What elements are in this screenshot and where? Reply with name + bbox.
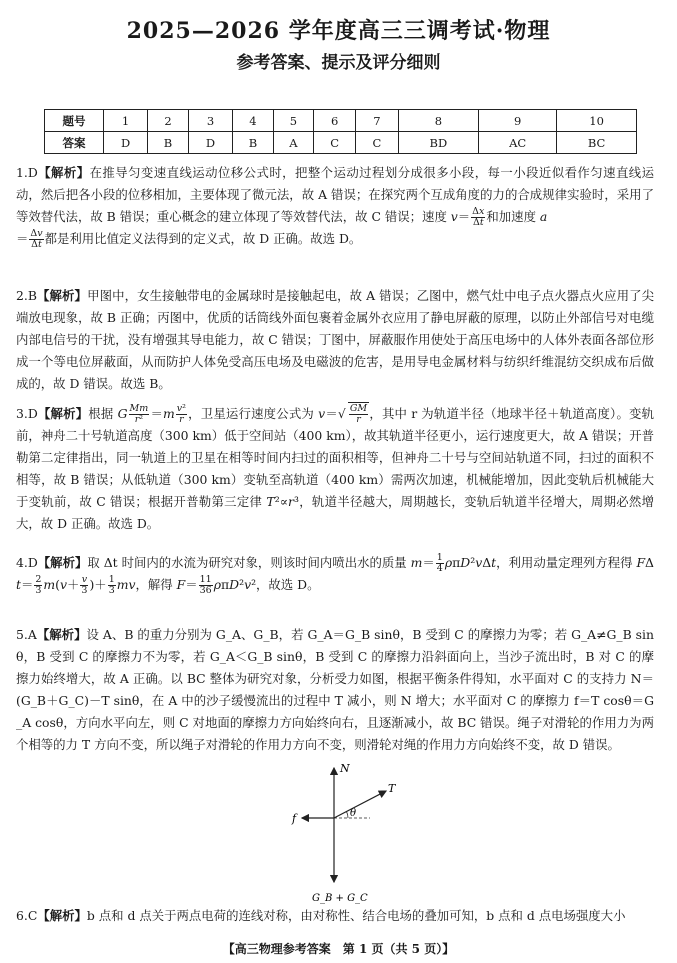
q3-head: 3.D bbox=[16, 406, 38, 421]
tension-force-arrow bbox=[334, 791, 386, 818]
label-theta: θ bbox=[350, 808, 357, 819]
question-number-cell: 9 bbox=[479, 110, 557, 132]
q3-text-2: ，卫星运行速度公式为 bbox=[187, 406, 319, 421]
q5-explanation bbox=[16, 624, 654, 756]
q3-gravity-fraction: $\frac{Mm}{\text{r²}}$ bbox=[129, 403, 149, 425]
answer-cell: AC bbox=[479, 132, 557, 154]
q4-one-third-fraction: $\frac{1}{3}$ bbox=[108, 574, 115, 596]
q1-head: 1.D bbox=[16, 165, 38, 180]
label-tension: T bbox=[388, 782, 396, 795]
question-number-cell: 7 bbox=[356, 110, 398, 132]
label-weight: G_B + G_C bbox=[312, 893, 368, 904]
page-subtitle: 参考答案、提示及评分细则 bbox=[236, 53, 441, 73]
q3-tag: 【解析】 bbox=[37, 406, 89, 421]
q4-text-2: ，利用动量定理列方程得 bbox=[496, 555, 637, 570]
q1-text-3: 都是利用比值定义法得到的定义式，故 D 正确。故选 D。 bbox=[44, 231, 362, 246]
answer-table bbox=[44, 109, 637, 154]
q4-quarter-fraction: $\frac{1}{4}$ bbox=[436, 552, 443, 574]
answer-table-number-row bbox=[45, 110, 637, 132]
q3-speed-fraction: $\frac{GM}{r}$ bbox=[349, 403, 368, 425]
q6-tag: 【解析】 bbox=[37, 908, 87, 923]
answer-cell: C bbox=[356, 132, 398, 154]
question-number-cell: 3 bbox=[188, 110, 232, 132]
q1-explanation: 1.D【解析】在推导匀变速直线运动位移公式时，把整个运动过程划分成很多小段，每一小段近似看作匀速直线运动，然后把各小段的位移相加，主要体现了微元法，故 A 错误；在探究两个互成角度的力的合成规律实验时，采用了等效替代法，故 B 错误；重心概念的建立体现了等效替代法，故 C 错误；速度 v＝ $\frac{\Delta x}{\Delta t}$ 和加速度 a ＝ $\frac{\Delta v}{\Delta t}$ 都是利用比值定义法得到的定义式，故 D 正确。故选 D。 bbox=[16, 165, 655, 250]
answer-cell: B bbox=[233, 132, 274, 154]
row-label-answer: 答案 bbox=[45, 132, 104, 154]
q5-head: 5.A bbox=[16, 627, 37, 642]
q4-text-1: 取 Δt 时间内的水流为研究对象，则该时间内喷出水的质量 bbox=[87, 555, 411, 570]
q4-tag: 【解析】 bbox=[37, 555, 88, 570]
q5-text: 设 A、B 的重力分别为 G_A、G_B，若 G_A＝G_B sinθ，B 受到 C 的摩擦力为零；若 G_A≠G_B sinθ，B 受到 C 的摩擦力不为零，若 G_A＜G_B sinθ，B 受到 C 的摩擦力沿斜面向上，当沙子流出时，B 对 C 的摩擦力始终增大，故 A 正确。以 BC 整体为研究对象，分析受力如图，根据平衡条件得知，水平面对 C 的支持力 N＝(G_B＋G_C)－T sinθ，在 A 中的沙子缓慢流出的过程中 T 减小，则 N 增大；水平面对 C 的摩擦力 f＝T cosθ＝G_A cosθ，方向水平向左，则 C 对地面的摩擦力方向始终向右，且逐渐减小，故 BC 错误。绳子对滑轮的作用力为两个相等的力 T 方向不变，所以绳子对滑轮的作用力方向不变，则滑轮对绳的作用力方向始终不变，故 D 错误。 bbox=[16, 627, 654, 752]
answer-cell: BC bbox=[557, 132, 637, 154]
question-number-cell: 10 bbox=[557, 110, 637, 132]
q4-text-4: ，故选 D。 bbox=[256, 577, 320, 592]
q4-explanation: 4.D【解析】取 Δt 时间内的水流为研究对象，则该时间内喷出水的质量 m＝ $\frac{1}{4}$ ρπD²vΔt，利用动量定理列方程得 FΔt＝ $\frac{2}{3}$ m(v＋ $\frac{v}{3}$ )＋ $\frac{1}{3}$ mv，解得 F＝ $\frac{11}{36}$ ρπD²v²，故选 D。 bbox=[16, 552, 654, 596]
question-number-cell: 5 bbox=[273, 110, 313, 132]
question-number-cell: 8 bbox=[398, 110, 479, 132]
answer-cell: BD bbox=[398, 132, 479, 154]
question-number-cell: 1 bbox=[104, 110, 148, 132]
q6-explanation bbox=[16, 905, 654, 927]
answer-cell: D bbox=[104, 132, 148, 154]
q1-accel-fraction: $\frac{\Delta v}{\Delta t}$ bbox=[30, 228, 43, 250]
q5-tag: 【解析】 bbox=[36, 627, 87, 642]
q4-head: 4.D bbox=[16, 555, 38, 570]
q3-text-1: 根据 bbox=[88, 406, 118, 421]
q1-text-2: 和加速度 bbox=[486, 209, 540, 224]
answer-cell: B bbox=[148, 132, 189, 154]
q1-tag: 【解析】 bbox=[37, 165, 90, 180]
label-friction: f bbox=[292, 812, 297, 825]
answer-table-answer-row bbox=[45, 132, 637, 154]
q6-text: b 点和 d 点关于两点电荷的连线对称，由对称性、结合电场的叠加可知，b 点和 d 点电场强度大小 bbox=[86, 908, 626, 923]
answer-cell: C bbox=[313, 132, 355, 154]
q2-head: 2.B bbox=[16, 288, 37, 303]
answer-cell: D bbox=[188, 132, 232, 154]
q3-explanation: 3.D【解析】根据 G $\frac{Mm}{\text{r²}}$ ＝m $\frac{\text{v²}}{r}$ ，卫星运行速度公式为 v＝√ $\frac{GM}{r}$ ，其中 r 为轨道半径（地球半径＋轨道高度）。变轨前，神舟二十号轨道高度（300 km）低于空间站（400 km），故其轨道半径更小，运行速度更大，故 A 错误；开普勒第二定律指出，同一轨道上的卫星在相等时间内扫过的面积相等，但神舟二十号与空间站轨道不同，扫过的面积不相等，故 B 错误；从低轨道（300 km）变轨至高轨道（400 km）需两次加速，机械能增加，因此变轨后机械能大于变轨前，故 C 错误；根据开普勒第三定律 T²∝r³，轨道半径越大，周期越长，变轨后轨道半径增大，周期必然增大，故 D 正确。故选 D。 bbox=[16, 403, 655, 531]
q2-tag: 【解析】 bbox=[36, 288, 88, 303]
q4-v-third-fraction: $\frac{v}{3}$ bbox=[81, 574, 88, 596]
q6-head: 6.C bbox=[16, 908, 38, 923]
q3-text-3: ，其中 r 为轨道半径（地球半径＋轨道高度）。变轨前，神舟二十号轨道高度（300 km）低于空间站（400 km），故其轨道半径更小，运行速度更大，故 A 错误；开普勒第二定律指出，同一轨道上的卫星在相等时间内扫过的面积相等，但神舟二十号与空间站轨道不同，扫过的面积不相等，故 B 错误；从低轨道（300 km）变轨至高轨道（400 km）需两次加速，机械能增加，因此变轨后机械能大于变轨前，故 C 错误；根据开普勒第三定律 bbox=[16, 406, 654, 509]
q4-result-fraction: $\frac{11}{36}$ bbox=[199, 574, 212, 596]
row-label-number: 题号 bbox=[45, 110, 104, 132]
q3-centripetal-fraction: $\frac{\text{v²}}{r}$ bbox=[176, 403, 186, 425]
question-number-cell: 4 bbox=[233, 110, 274, 132]
answer-cell: A bbox=[273, 132, 313, 154]
q2-text: 甲图中，女生接触带电的金属球时是接触起电，故 A 错误；乙图中，燃气灶中电子点火器点火应用了尖端放电现象，故 B 正确；丙图中，优质的话筒线外面包裹着金属外衣应用了静电屏蔽的原理，以防止外部信号对电缆内部电信号的干扰，没有增强其导电能力，故 C 错误；丁图中，屏蔽服作用使处于高压电场中的人体外表面各部位形成一个等电位屏蔽面，从而防护人体免受高压电场及电磁波的危害，是用导电金属材料与纺织纤维混纺交织成布后做成的，故 D 错误。故选 B。 bbox=[16, 288, 655, 391]
angle-arc bbox=[347, 812, 349, 818]
q2-explanation bbox=[16, 285, 654, 395]
q1-text-1: 在推导匀变速直线运动位移公式时，把整个运动过程划分成很多小段，每一小段近似看作匀速直线运动，然后把各小段的位移相加，主要体现了微元法，故 A 错误；在探究两个互成角度的力的合成规律实验时，采用了等效替代法，故 B 错误；重心概念的建立体现了等效替代法，故 C 错误；速度 bbox=[16, 165, 655, 224]
page-footer: 【高三物理参考答案 第 1 页（共 5 页）】 bbox=[222, 942, 455, 956]
question-number-cell: 2 bbox=[148, 110, 189, 132]
page-title: 2025—2026 学年度高三三调考试·物理 bbox=[126, 18, 551, 44]
q4-text-3: ，解得 bbox=[135, 577, 177, 592]
q4-two-thirds-fraction: $\frac{2}{3}$ bbox=[35, 574, 42, 596]
label-normal-force: N bbox=[340, 762, 350, 775]
q3-text-4: ，轨道半径越大，周期越长，变轨后轨道半径增大，周期必然增大，故 D 正确。故选 D。 bbox=[16, 494, 655, 531]
q1-velocity-fraction: $\frac{\Delta x}{\Delta t}$ bbox=[472, 206, 485, 228]
question-number-cell: 6 bbox=[313, 110, 355, 132]
force-diagram bbox=[290, 758, 400, 908]
